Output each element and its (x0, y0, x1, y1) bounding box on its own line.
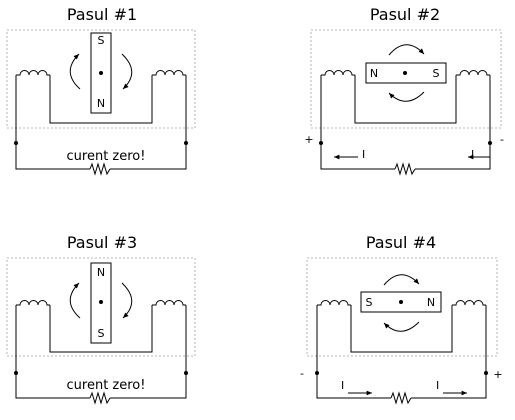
left-terminal (14, 371, 18, 375)
left-terminal-polarity: + (304, 133, 314, 146)
left-terminal (315, 371, 319, 375)
right-coil (152, 301, 186, 306)
load-resistor (395, 164, 415, 174)
load-resistor (90, 164, 110, 174)
panel-step-4 (300, 233, 503, 403)
current-label-left: I (341, 379, 345, 392)
rotor-pivot (99, 71, 103, 75)
left-coil (16, 301, 50, 306)
magnet-pole-right: N (426, 296, 436, 309)
rotor-pivot (99, 300, 103, 304)
zero-current-label: curent zero! (66, 149, 146, 164)
magnet-pole-top: S (97, 34, 105, 47)
panel-title: Pasul #3 (66, 233, 138, 252)
zero-current-label: curent zero! (66, 378, 146, 393)
rotation-arrow-left-icon (70, 54, 80, 89)
rotation-arrow-top-icon (389, 45, 424, 55)
rotor-pivot (399, 300, 403, 304)
left-coil (16, 71, 50, 76)
rotation-arrow-bottom-icon (384, 322, 419, 331)
current-label-left: I (362, 148, 366, 161)
right-terminal (488, 141, 492, 145)
left-coil (321, 71, 355, 76)
left-coil (317, 301, 351, 306)
magnet-pole-bottom: N (96, 97, 106, 110)
right-terminal (184, 371, 188, 375)
magnet-pole-bottom: S (97, 327, 105, 340)
rotor-pivot (403, 71, 407, 75)
left-terminal (319, 141, 323, 145)
right-coil (152, 71, 186, 76)
current-label-right: I (436, 379, 440, 392)
rotation-arrow-right-icon (122, 54, 132, 89)
right-coil (452, 301, 486, 306)
right-terminal-polarity: + (493, 368, 503, 381)
rotation-arrow-left-icon (70, 283, 80, 318)
load-resistor (391, 393, 411, 403)
right-terminal-polarity: - (500, 133, 504, 146)
magnet-pole-right: S (432, 67, 440, 80)
current-label-right: I (471, 148, 475, 161)
magnet-pole-left: N (369, 67, 379, 80)
right-terminal (484, 371, 488, 375)
right-coil (456, 71, 490, 76)
panel-step-3 (7, 233, 195, 403)
load-resistor (90, 393, 110, 403)
magnet-pole-top: N (96, 266, 106, 279)
rotation-arrow-bottom-icon (389, 92, 424, 101)
panel-title: Pasul #1 (66, 5, 138, 24)
panel-title: Pasul #4 (365, 233, 437, 252)
left-terminal-polarity: - (300, 367, 304, 380)
panel-title: Pasul #2 (369, 5, 441, 24)
left-lead-wire (321, 75, 395, 169)
panel-step-2 (304, 5, 504, 174)
rotation-arrow-right-icon (122, 283, 132, 318)
panel-step-1 (7, 5, 195, 174)
left-terminal (14, 141, 18, 145)
magnet-pole-left: S (365, 296, 373, 309)
rotation-arrow-top-icon (384, 275, 419, 285)
right-lead-wire (415, 75, 490, 169)
right-terminal (184, 141, 188, 145)
